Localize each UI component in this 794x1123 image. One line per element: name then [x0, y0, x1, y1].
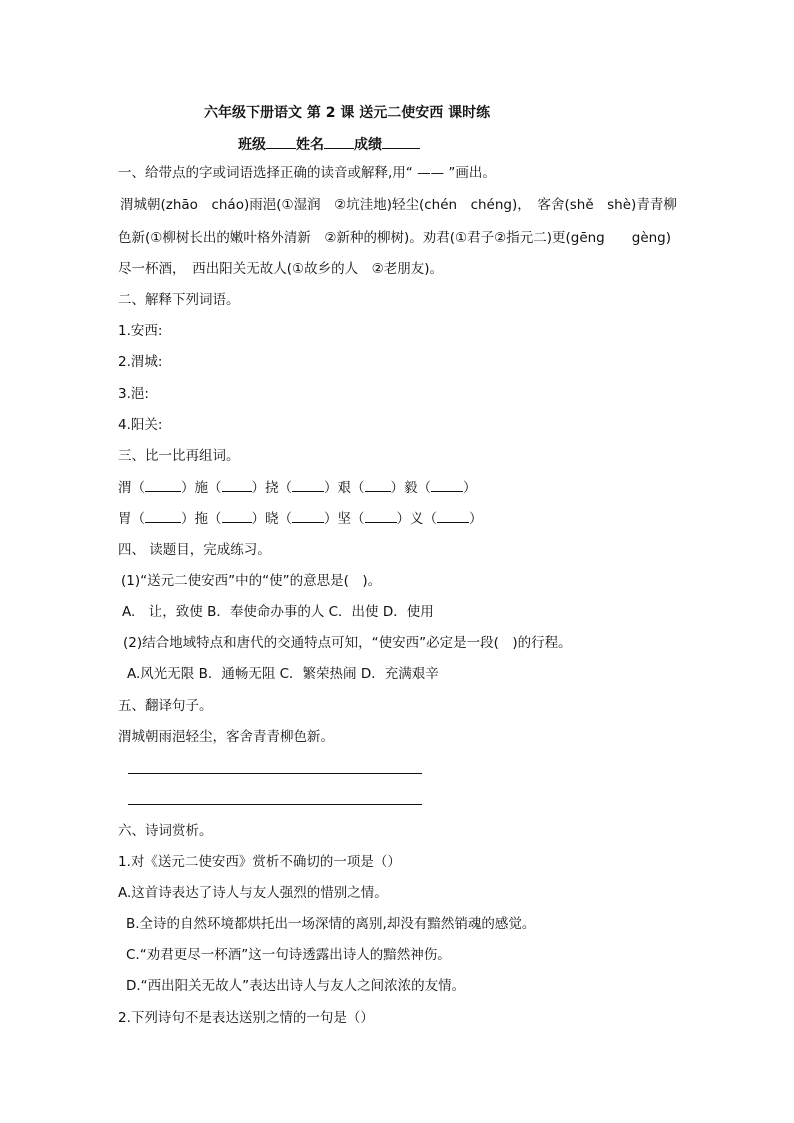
section6-question-1: 1.对《送元二使安西》赏析不确切的一项是（）	[118, 854, 401, 870]
section1-line1: 渭城朝(zhāo cháo)雨浥(①湿润 ②坑洼地)轻尘(chén chéng)， 客舍(shě shè)青青柳	[120, 197, 677, 213]
class-blank[interactable]	[266, 135, 296, 149]
student-info-line	[238, 135, 420, 154]
option-c: C.“劝君更尽一杯酒”这一句诗透露出诗人的黯然神伤。	[126, 947, 451, 963]
compare-char: ）义（	[396, 511, 437, 527]
name-blank[interactable]	[324, 135, 354, 149]
word-blank[interactable]	[437, 509, 469, 523]
section1-line3: 尽一杯酒， 西出阳关无故人(①故乡的人 ②老朋友)。	[118, 261, 443, 277]
word-blank[interactable]	[365, 478, 391, 492]
score-label: 成绩	[354, 137, 382, 153]
compare-row-2	[118, 509, 483, 528]
section1-line2: 色新(①柳树长出的嫩叶格外清新 ②新种的柳树)。劝君(①君子②指元二)更(gēng gèng)	[118, 230, 672, 246]
section5-heading: 五、翻译句子。	[118, 698, 213, 714]
section3-heading: 三、比一比再组词。	[118, 448, 240, 464]
compare-row-1	[118, 478, 477, 497]
section2-item-2: 2.渭城:	[118, 354, 163, 370]
word-blank[interactable]	[145, 478, 181, 492]
section4-question-1-options: A. 让，致使 B．奉使命办事的人 C．出使 D．使用	[122, 604, 434, 620]
compare-char: ）挠（	[251, 480, 292, 496]
translate-sentence: 渭城朝雨浥轻尘，客舍青青柳色新。	[118, 729, 334, 745]
word-blank[interactable]	[145, 509, 181, 523]
word-blank[interactable]	[222, 478, 252, 492]
section4-question-1: (1)“送元二使安西”中的“使”的意思是( )。	[121, 573, 382, 589]
section2-heading: 二、解释下列词语。	[118, 292, 240, 308]
section1-heading: 一、给带点的字或词语选择正确的读音或解释,用“ —— ”画出。	[118, 165, 496, 181]
section2-item-1: 1.安西:	[118, 323, 163, 339]
section4-question-2: (2)结合地域特点和唐代的交通特点可知，“使安西”必定是一段( )的行程。	[123, 635, 572, 651]
word-blank[interactable]	[431, 478, 463, 492]
compare-char: ）毅（	[390, 480, 431, 496]
section6-question-2: 2.下列诗句不是表达送别之情的一句是（）	[118, 1010, 374, 1026]
score-blank[interactable]	[382, 135, 420, 149]
word-blank[interactable]	[222, 509, 252, 523]
compare-char: 渭（	[118, 480, 145, 496]
answer-line-1[interactable]	[128, 773, 422, 774]
section2-item-3: 3.浥:	[118, 386, 149, 402]
class-label: 班级	[238, 137, 266, 153]
word-blank[interactable]	[292, 509, 324, 523]
option-d: D.“西出阳关无故人”表达出诗人与友人之间浓浓的友情。	[126, 978, 466, 994]
page-title: 六年级下册语文 第 2 课 送元二使安西 课时练	[204, 105, 491, 121]
section6-heading: 六、诗词赏析。	[118, 823, 213, 839]
option-b: B.全诗的自然环境都烘托出一场深情的离别,却没有黯然销魂的感觉。	[126, 916, 536, 932]
compare-char: ）晓（	[251, 511, 292, 527]
compare-char: ）施（	[181, 480, 222, 496]
compare-char: ）拖（	[181, 511, 222, 527]
section2-item-4: 4.阳关:	[118, 417, 163, 433]
word-blank[interactable]	[292, 478, 324, 492]
compare-char: ）坚（	[324, 511, 365, 527]
compare-char: ）艰（	[324, 480, 365, 496]
section4-heading: 四、 读题目，完成练习。	[118, 542, 271, 558]
section4-question-2-options: A.风光无限 B．通畅无阻 C．繁荣热闹 D．充满艰辛	[127, 666, 439, 682]
answer-line-2[interactable]	[128, 804, 422, 805]
compare-char: 胃（	[118, 511, 145, 527]
compare-char: ）	[469, 511, 483, 527]
word-blank[interactable]	[365, 509, 397, 523]
option-a: A.这首诗表达了诗人与友人强烈的惜别之情。	[118, 885, 388, 901]
name-label: 姓名	[296, 137, 324, 153]
compare-char: ）	[463, 480, 477, 496]
